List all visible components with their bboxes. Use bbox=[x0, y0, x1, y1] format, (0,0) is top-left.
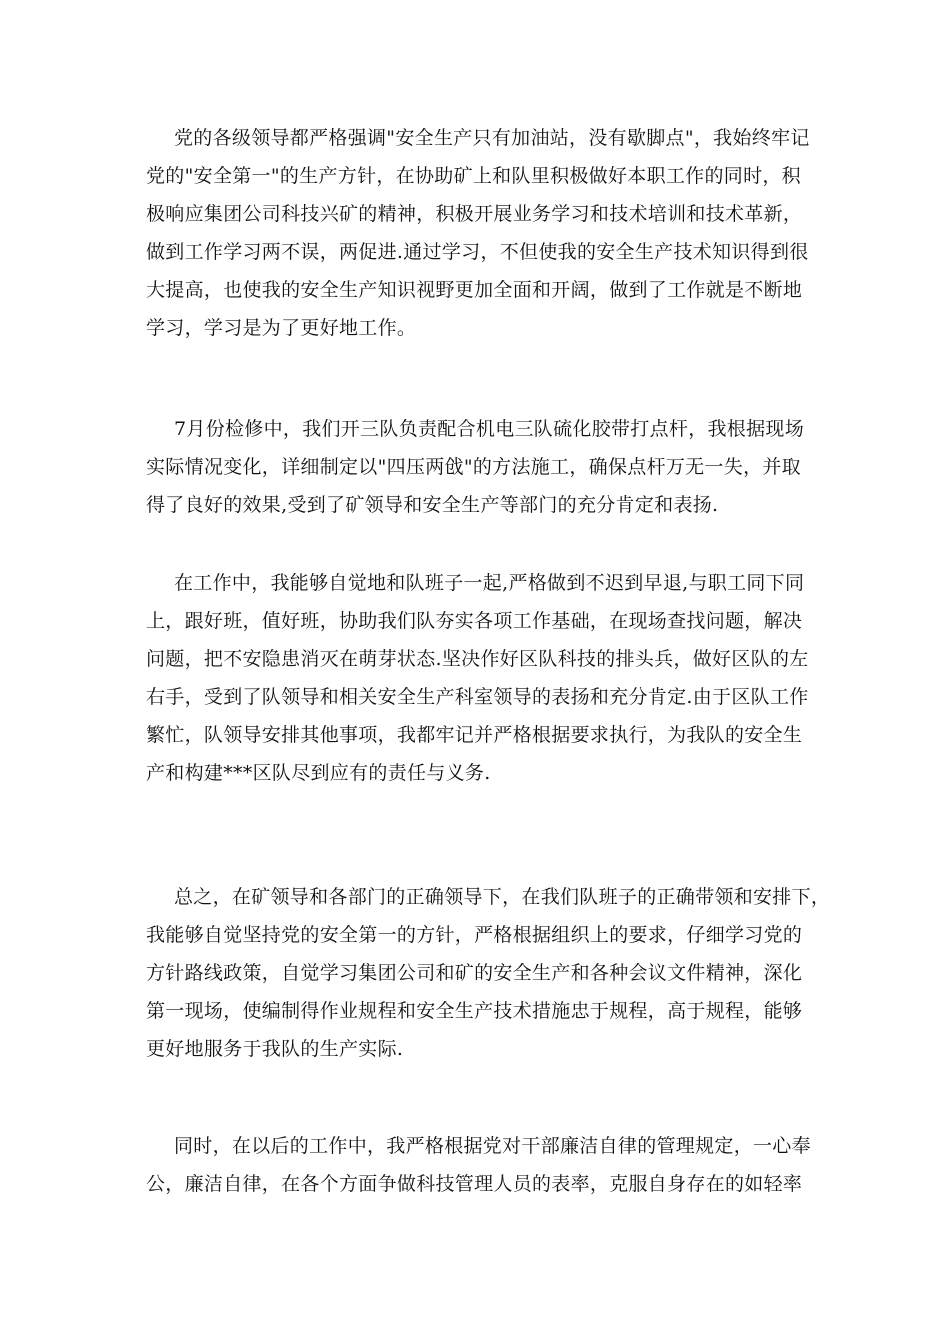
paragraph-5 bbox=[146, 1127, 811, 1203]
paragraph-line: 第一现场，使编制得作业规程和安全生产技术措施忠于规程，高于规程，能够 bbox=[146, 1000, 803, 1022]
paragraph-line: 方针路线政策，自觉学习集团公司和矿的安全生产和各种会议文件精神，深化 bbox=[146, 962, 803, 984]
paragraph-line: 更好地服务于我队的生产实际. bbox=[146, 1038, 404, 1060]
paragraph-line: 做到工作学习两不误，两促进.通过学习，不但使我的安全生产技术知识得到很 bbox=[146, 241, 809, 263]
paragraph-line: 公，廉洁自律，在各个方面争做科技管理人员的表率，克服自身存在的如轻率 bbox=[146, 1173, 803, 1195]
paragraph-line: 我能够自觉坚持党的安全第一的方针，严格根据组织上的要求，仔细学习党的 bbox=[146, 924, 803, 946]
paragraph-line: 同时，在以后的工作中，我严格根据党对干部廉洁自律的管理规定，一心奉 bbox=[174, 1135, 811, 1157]
paragraph-line: 大提高，也使我的安全生产知识视野更加全面和开阔，做到了工作就是不断地 bbox=[146, 279, 803, 301]
paragraph-line: 学习，学习是为了更好地工作。 bbox=[146, 317, 417, 339]
paragraph-4 bbox=[146, 878, 831, 1068]
paragraph-line: 极响应集团公司科技兴矿的精神，积极开展业务学习和技术培训和技术革新， bbox=[146, 203, 803, 225]
paragraph-line: 党的各级领导都严格强调"安全生产只有加油站，没有歇脚点"，我始终牢记 bbox=[174, 127, 810, 149]
paragraph-line: 总之，在矿领导和各部门的正确领导下，在我们队班子的正确带领和安排下， bbox=[174, 886, 831, 908]
paragraph-3 bbox=[146, 564, 809, 792]
paragraph-line: 党的"安全第一"的生产方针，在协助矿上和队里积极做好本职工作的同时，积 bbox=[146, 165, 801, 187]
paragraph-line: 7月份检修中，我们开三队负责配合机电三队硫化胶带打点杆，我根据现场 bbox=[174, 418, 804, 440]
paragraph-line: 问题，把不安隐患消灭在萌芽状态.坚决作好区队科技的排头兵，做好区队的左 bbox=[146, 648, 809, 670]
paragraph-line: 产和构建***区队尽到应有的责任与义务. bbox=[146, 762, 491, 784]
paragraph-line: 上，跟好班，值好班，协助我们队夯实各项工作基础，在现场查找问题，解决 bbox=[146, 610, 803, 632]
paragraph-line: 繁忙，队领导安排其他事项，我都牢记并严格根据要求执行，为我队的安全生 bbox=[146, 724, 803, 746]
paragraph-line: 实际情况变化，详细制定以"四压两戗"的方法施工，确保点杆万无一失，并取 bbox=[146, 456, 801, 478]
paragraph-line: 右手，受到了队领导和相关安全生产科室领导的表扬和充分肯定.由于区队工作 bbox=[146, 686, 809, 708]
paragraph-2 bbox=[146, 410, 806, 524]
paragraph-line: 得了良好的效果,受到了矿领导和安全生产等部门的充分肯定和表扬. bbox=[146, 494, 719, 516]
paragraph-1 bbox=[146, 119, 810, 347]
paragraph-line: 在工作中，我能够自觉地和队班子一起,严格做到不迟到早退,与职工同下同 bbox=[174, 572, 805, 594]
